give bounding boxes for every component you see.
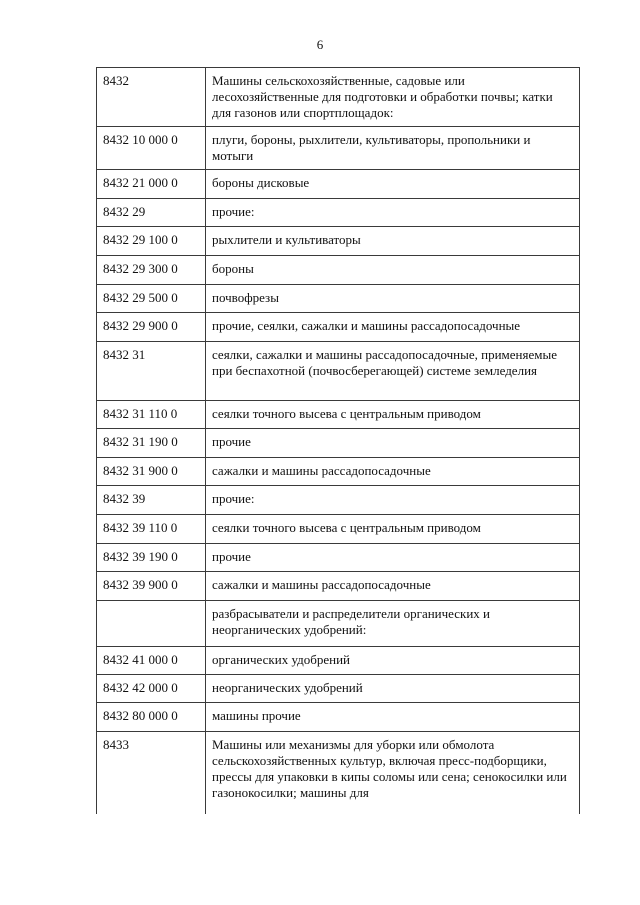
code-cell: 8432 31 110 0 [97,401,206,429]
table-row [97,401,580,429]
table-row [97,703,580,732]
description-cell: прочие [206,429,580,458]
table-row [97,458,580,486]
code-cell: 8432 39 110 0 [97,515,206,544]
description-cell: прочие: [206,199,580,227]
code-cell: 8432 31 900 0 [97,458,206,486]
table-row [97,675,580,703]
code-cell: 8432 10 000 0 [97,127,206,170]
code-cell: 8432 21 000 0 [97,170,206,199]
tariff-code-table [96,67,580,814]
code-cell: 8432 41 000 0 [97,647,206,675]
description-cell: прочие, сеялки, сажалки и машины рассадопосадочные [206,313,580,342]
table-row [97,170,580,199]
description-cell: сеялки, сажалки и машины рассадопосадочные, применяемые при беспахотной (почвосберегающей) системе земледелия [206,342,580,401]
code-cell: 8432 42 000 0 [97,675,206,703]
table-row [97,429,580,458]
code-cell: 8432 29 100 0 [97,227,206,256]
description-cell: почвофрезы [206,285,580,313]
table-row [97,515,580,544]
code-cell: 8432 29 900 0 [97,313,206,342]
table-row [97,313,580,342]
code-cell: 8432 29 500 0 [97,285,206,313]
description-cell: плуги, бороны, рыхлители, культиваторы, пропольники и мотыги [206,127,580,170]
description-cell: прочие [206,544,580,572]
table-row [97,544,580,572]
code-cell: 8432 31 190 0 [97,429,206,458]
code-cell: 8432 [97,68,206,127]
code-cell [97,601,206,647]
table-row [97,572,580,601]
table-row [97,647,580,675]
table-row [97,285,580,313]
table-row [97,199,580,227]
description-cell: рыхлители и культиваторы [206,227,580,256]
table-row [97,256,580,285]
description-cell: Машины или механизмы для уборки или обмолота сельскохозяйственных культур, включая пресс-подборщики, прессы для упаковки в кипы соломы или сена; сенокосилки или газонокосилки; машины для [206,732,580,814]
description-cell: сажалки и машины рассадопосадочные [206,458,580,486]
table-row [97,732,580,814]
description-cell: сеялки точного высева с центральным приводом [206,515,580,544]
description-cell: органических удобрений [206,647,580,675]
table-row [97,227,580,256]
page-number: 6 [316,37,324,52]
table-row [97,127,580,170]
code-cell: 8432 39 900 0 [97,572,206,601]
description-cell: сеялки точного высева с центральным приводом [206,401,580,429]
table-row [97,342,580,401]
code-cell: 8433 [97,732,206,814]
table-row [97,68,580,127]
description-cell: неорганических удобрений [206,675,580,703]
description-cell: сажалки и машины рассадопосадочные [206,572,580,601]
code-cell: 8432 80 000 0 [97,703,206,732]
code-cell: 8432 29 300 0 [97,256,206,285]
code-cell: 8432 39 190 0 [97,544,206,572]
description-cell: разбрасыватели и распределители органических и неорганических удобрений: [206,601,580,647]
description-cell: бороны дисковые [206,170,580,199]
description-cell: Машины сельскохозяйственные, садовые или лесохозяйственные для подготовки и обработки почвы; катки для газонов или спортплощадок: [206,68,580,127]
description-cell: прочие: [206,486,580,515]
table-row [97,486,580,515]
description-cell: бороны [206,256,580,285]
code-cell: 8432 39 [97,486,206,515]
code-cell: 8432 29 [97,199,206,227]
table-row [97,601,580,647]
code-cell: 8432 31 [97,342,206,401]
description-cell: машины прочие [206,703,580,732]
